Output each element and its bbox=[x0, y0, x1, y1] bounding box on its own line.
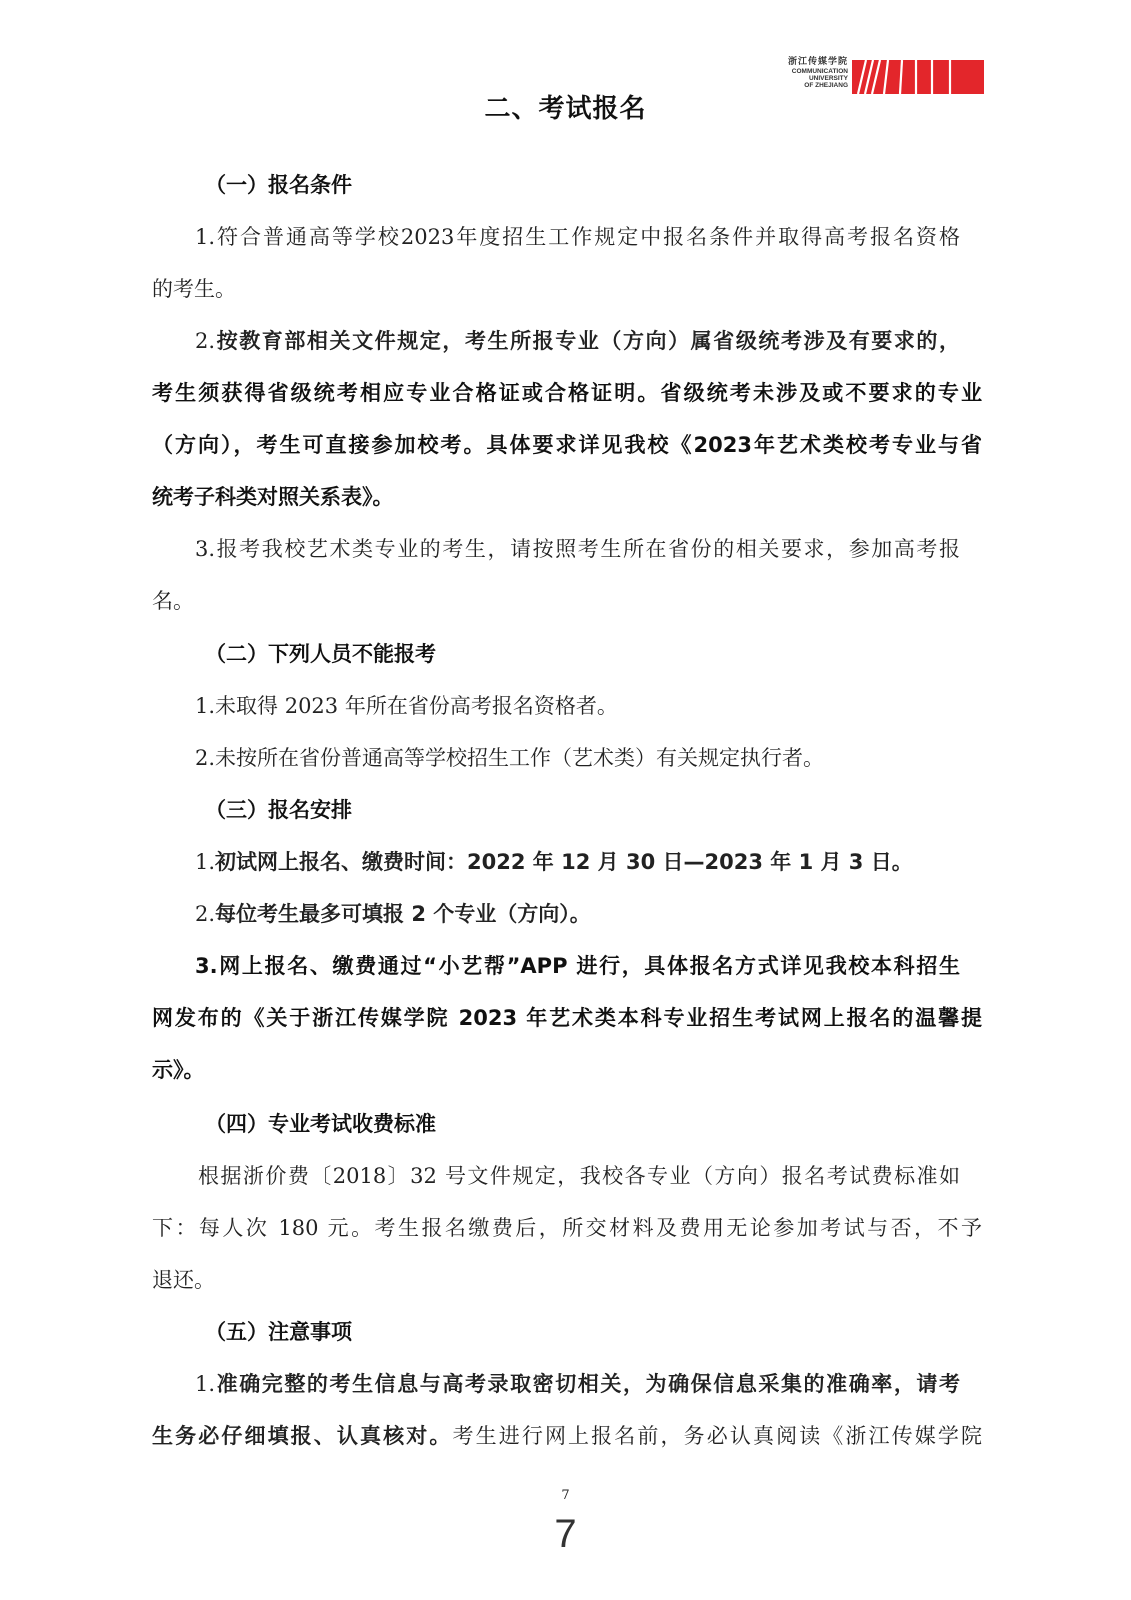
page-number-small: 7 bbox=[561, 1488, 570, 1503]
s1-p2-number: 2. bbox=[195, 329, 216, 353]
s1-p2-line-2: 考生须获得省级统考相应专业合格证或合格证明。省级统考未涉及或不要求的专业 bbox=[152, 381, 982, 405]
section-3-heading: （三）报名安排 bbox=[205, 798, 352, 822]
s5-p1-line-2 bbox=[152, 1421, 982, 1451]
s1-p3-line-2: 名。 bbox=[152, 589, 194, 613]
logo-english-line-3: OF ZHEJIANG bbox=[804, 82, 848, 89]
s5-p1-line-2-rest: 考生进行网上报名前，务必认真阅读《浙江传媒学院 bbox=[452, 1424, 982, 1448]
s4-p1-line-2: 下：每人次 180 元。考生报名缴费后，所交材料及费用无论参加考试与否，不予 bbox=[152, 1216, 982, 1240]
s3-item-1 bbox=[195, 847, 1025, 877]
page-title: 二、考试报名 bbox=[484, 94, 647, 124]
s5-p1-number: 1. bbox=[195, 1372, 216, 1396]
page-number-large: 7 bbox=[554, 1512, 577, 1556]
s3-item-3-line-2: 网发布的《关于浙江传媒学院 2023 年艺术类本科专业招生考试网上报名的温馨提 bbox=[152, 1006, 982, 1030]
section-2-heading: （二）下列人员不能报考 bbox=[205, 642, 436, 666]
logo-text bbox=[778, 56, 848, 89]
s4-p1-line-1: 根据浙价费〔2018〕32 号文件规定，我校各专业（方向）报名考试费标准如 bbox=[198, 1164, 960, 1188]
s1-p1-line-2: 的考生。 bbox=[152, 277, 236, 301]
s4-p1-line-3: 退还。 bbox=[152, 1268, 215, 1292]
s3-item-1-number: 1. bbox=[195, 850, 216, 874]
s1-p1-line-1: 1.符合普通高等学校2023年度招生工作规定中报名条件并取得高考报名资格 bbox=[195, 225, 960, 249]
s2-item-1: 1.未取得 2023 年所在省份高考报名资格者。 bbox=[195, 694, 618, 718]
logo-english-line-1: COMMUNICATION bbox=[791, 68, 848, 75]
s3-item-2 bbox=[195, 899, 1025, 929]
s3-item-2-number: 2. bbox=[195, 902, 216, 926]
s5-p1-line-1 bbox=[195, 1369, 960, 1399]
s5-p1-bold-text: 准确完整的考生信息与高考录取密切相关，为确保信息采集的准确率，请考 bbox=[215, 1372, 960, 1396]
s3-item-2-text: 每位考生最多可填报 2 个专业（方向）。 bbox=[215, 902, 591, 926]
s3-item-3-line-3: 示》。 bbox=[152, 1058, 205, 1082]
s2-item-2: 2.未按所在省份普通高等学校招生工作（艺术类）有关规定执行者。 bbox=[195, 746, 825, 770]
s1-p2-bold-start: 按教育部相关文件规定，考生所报专业（方向）属省级统考涉及有要求的， bbox=[215, 329, 960, 353]
s3-item-3-line-1: 3.网上报名、缴费通过“小艺帮”APP 进行，具体报名方式详见我校本科招生 bbox=[195, 954, 960, 978]
s3-item-1-text: 初试网上报名、缴费时间：2022 年 12 月 30 日—2023 年 1 月 3 日。 bbox=[215, 850, 913, 874]
section-4-heading: （四）专业考试收费标准 bbox=[205, 1112, 436, 1136]
s1-p2-line-4: 统考子科类对照关系表》。 bbox=[152, 485, 394, 509]
s1-p2-line-1 bbox=[195, 326, 960, 356]
s1-p2-line-3: （方向），考生可直接参加校考。具体要求详见我校《2023年艺术类校考专业与省 bbox=[152, 433, 982, 457]
section-5-heading: （五）注意事项 bbox=[205, 1320, 352, 1344]
s1-p3-line-1: 3.报考我校艺术类专业的考生，请按照考生所在省份的相关要求，参加高考报 bbox=[195, 537, 960, 561]
logo-chinese-name: 浙江传媒学院 bbox=[787, 57, 848, 67]
logo-english-line-2: UNIVERSITY bbox=[808, 75, 848, 82]
s5-p1-line-2-bold: 生务必仔细填报、认真核对。 bbox=[152, 1424, 453, 1448]
section-1-heading: （一）报名条件 bbox=[205, 173, 352, 197]
